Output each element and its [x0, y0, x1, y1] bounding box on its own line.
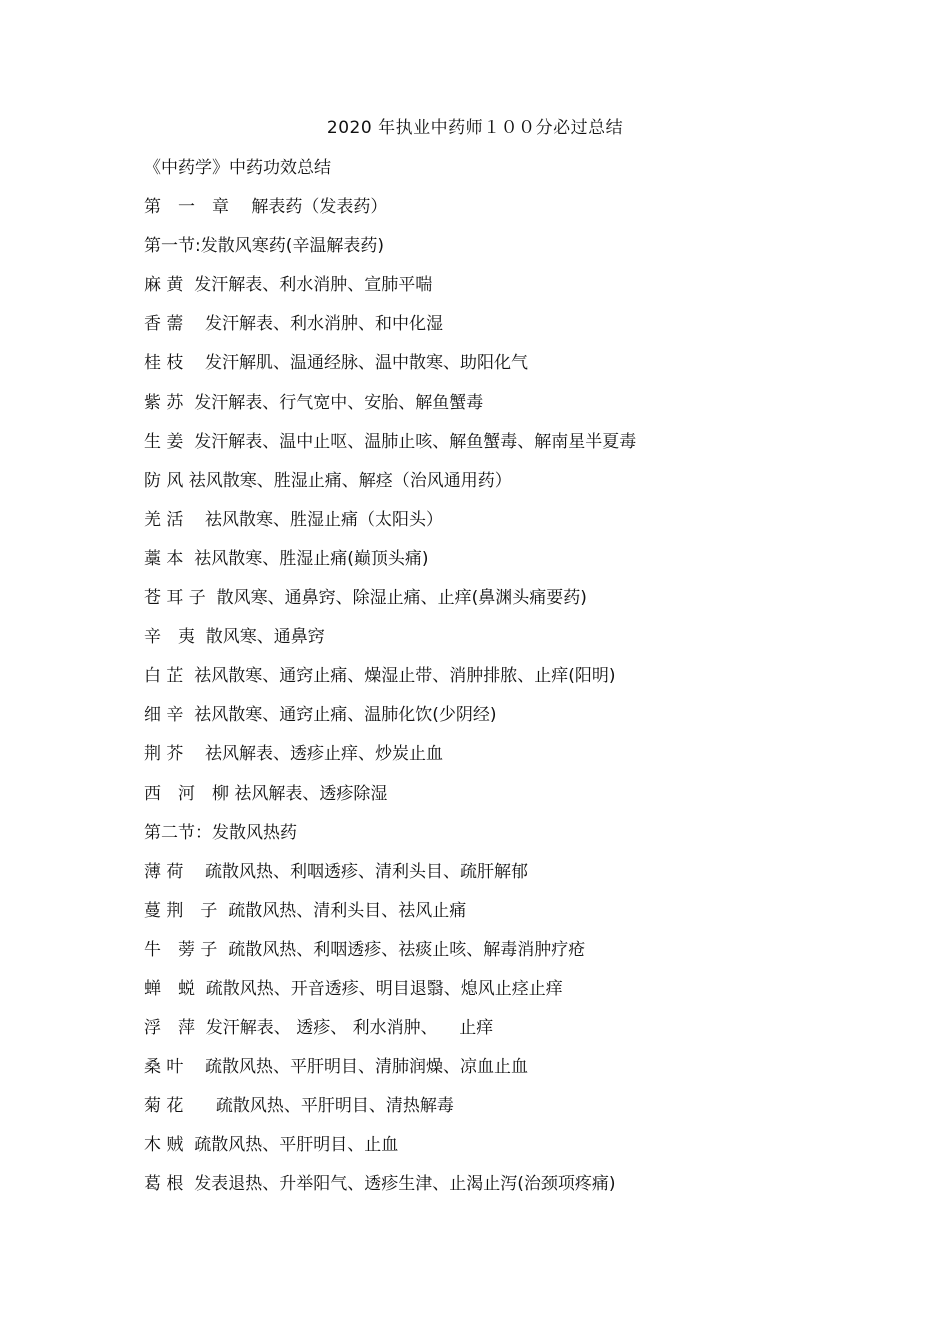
herb-entry: 细 辛 祛风散寒、通窍止痛、温肺化饮(少阴经)	[144, 705, 497, 726]
herb-entry: 薄 荷 疏散风热、利咽透疹、清利头目、疏肝解郁	[144, 861, 529, 882]
chapter-heading: 第 一 章 解表药（发表药）	[144, 197, 388, 218]
herb-entry: 荆 芥 祛风解表、透疹止痒、炒炭止血	[144, 744, 444, 765]
herb-entry: 香 薷 发汗解表、利水消肿、和中化湿	[144, 314, 444, 335]
herb-entry: 辛 夷 散风寒、通鼻窍	[144, 627, 325, 648]
herb-entry: 白 芷 祛风散寒、通窍止痛、燥湿止带、消肿排脓、止痒(阳明)	[144, 666, 616, 687]
section-heading: 第一节:发散风寒药(辛温解表药)	[144, 236, 384, 257]
herb-entry: 桑 叶 疏散风热、平肝明目、清肺润燥、凉血止血	[144, 1057, 529, 1078]
herb-entry: 浮 萍 发汗解表、 透疹、 利水消肿、 止痒	[144, 1018, 494, 1039]
section-heading: 第二节：发散风热药	[144, 822, 297, 843]
herb-entry: 桂 枝 发汗解肌、温通经脉、温中散寒、助阳化气	[144, 353, 529, 374]
herb-entry: 苍 耳 子 散风寒、通鼻窍、除湿止痛、止痒(鼻渊头痛要药)	[144, 588, 587, 609]
herb-entry: 麻 黄 发汗解表、利水消肿、宣肺平喘	[144, 275, 433, 296]
herb-entry: 羌 活 祛风散寒、胜湿止痛（太阳头）	[144, 509, 444, 530]
herb-entry: 牛 蒡 子 疏散风热、利咽透疹、祛痰止咳、解毒消肿疗疮	[144, 939, 586, 960]
herb-entry: 防 风 祛风散寒、胜湿止痛、解痉（治风通用药）	[144, 470, 512, 491]
herb-entry: 木 贼 疏散风热、平肝明目、止血	[144, 1135, 399, 1156]
document-title: 2020 年执业中药师１００分必过总结	[326, 118, 624, 138]
herb-entry: 紫 苏 发汗解表、行气宽中、安胎、解鱼蟹毒	[144, 392, 484, 413]
herb-entry: 蔓 荆 子 疏散风热、清利头目、祛风止痛	[144, 900, 467, 921]
herb-entry: 藁 本 祛风散寒、胜湿止痛(巅顶头痛)	[144, 548, 429, 569]
section-heading: 《中药学》中药功效总结	[144, 158, 331, 178]
herb-entry: 菊 花 疏散风热、平肝明目、清热解毒	[144, 1096, 454, 1117]
herb-entry: 生 姜 发汗解表、温中止呕、温肺止咳、解鱼蟹毒、解南星半夏毒	[144, 431, 637, 452]
document-body	[144, 156, 904, 1212]
herb-entry: 葛 根 发表退热、升举阳气、透疹生津、止渴止泻(治颈项疼痛)	[144, 1174, 616, 1195]
herb-entry: 西 河 柳 祛风解表、透疹除湿	[144, 783, 388, 804]
herb-entry: 蝉 蜕 疏散风热、开音透疹、明目退翳、熄风止痉止痒	[144, 978, 563, 999]
